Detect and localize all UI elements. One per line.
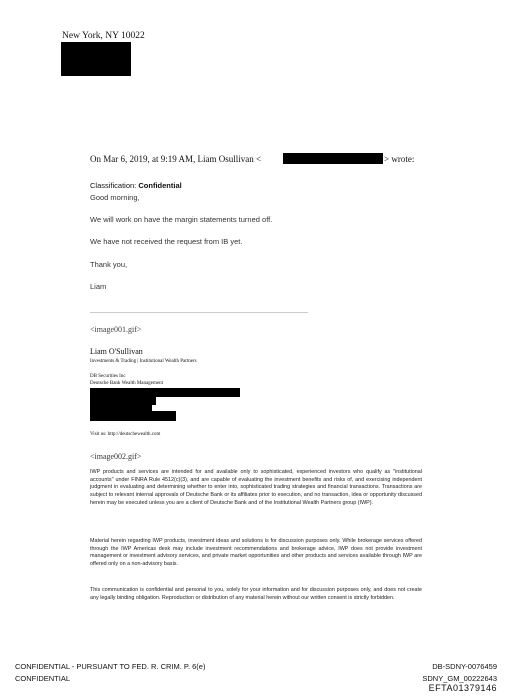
signature-firm: DB Securities Inc: [90, 374, 126, 379]
signature-title: Investments & Trading | Institutional Wealth Partners: [90, 359, 197, 364]
redaction-block: [90, 411, 176, 421]
classification-value: Confidential: [138, 181, 182, 190]
address-city-line: New York, NY 10022: [62, 31, 145, 41]
disclaimer-paragraph: IWP products and services are intended for and available only to sophisticated, experienced investors who qualify as "institutional accounts" under FINRA Rule 4512(c)(3), and are capable of evaluating the investment benefits and risks of, and exercising independent judgment in evaluating and determining whether to enter into, sophisticated trading strategies and financial transactions. Transactions are subject to relevant internal approvals of Deutsche Bank or its affiliates prior to execution, and no transaction, idea or opportunity discussed herein may be executed unless you are a client of Deutsche Bank and of the Institutional Wealth Partners group (IWP).: [90, 469, 422, 506]
redaction-block: [61, 42, 131, 76]
footer-confidential-notice: CONFIDENTIAL - PURSUANT TO FED. R. CRIM. P. 6(e): [15, 662, 206, 671]
image-placeholder-1: <image001.gif>: [90, 325, 142, 334]
disclaimer-paragraph: This communication is confidential and personal to you, solely for your information and for discussion purposes only, and does not create any legally binding obligation. Reproduction or distribution of any material herein without our written consent is strictly forbidden.: [90, 587, 422, 601]
image-placeholder-2: <image002.gif>: [90, 452, 142, 461]
signature-name: Liam O'Sullivan: [90, 347, 143, 356]
quoted-header-line: [90, 154, 261, 164]
website-link[interactable]: Visit us: http://deutschewealth.com: [90, 432, 161, 437]
bates-number-2: SDNY_GM_00222643: [422, 674, 497, 683]
redaction-block: [90, 388, 240, 397]
signature-divider: [90, 312, 308, 313]
message-line: We will work on have the margin statements turned off.: [90, 215, 273, 224]
classification-label: Classification:: [90, 181, 137, 190]
message-greeting: Good morning,: [90, 193, 140, 202]
message-line: We have not received the request from IB yet.: [90, 237, 243, 246]
bates-number-3: EFTA01379146: [428, 683, 497, 693]
quoted-header-suffix: > wrote:: [384, 154, 415, 164]
signature-division: Deutsche Bank Wealth Management: [90, 381, 163, 386]
message-signoff: Liam: [90, 282, 107, 291]
quoted-header-prefix: On Mar 6, 2019, at 9:19 AM, Liam Osullivan <: [90, 154, 262, 164]
footer-confidential-label: CONFIDENTIAL: [15, 674, 71, 683]
disclaimer-paragraph: Material herein regarding IWP products, investment ideas and solutions is for discussion purposes only. While brokerage services offered through the IWP Americas desk may include investment recommendations and brokerage advice, IWP does not provide investment management or investment advisory services, and private market opportunities and other products and services available through IWP are offered only on a non-advisory basis.: [90, 538, 422, 568]
message-closing: Thank you,: [90, 260, 128, 269]
bates-number-1: DB-SDNY-0076459: [432, 662, 497, 671]
classification-line: [90, 181, 182, 190]
redaction-email-address: [283, 153, 383, 164]
